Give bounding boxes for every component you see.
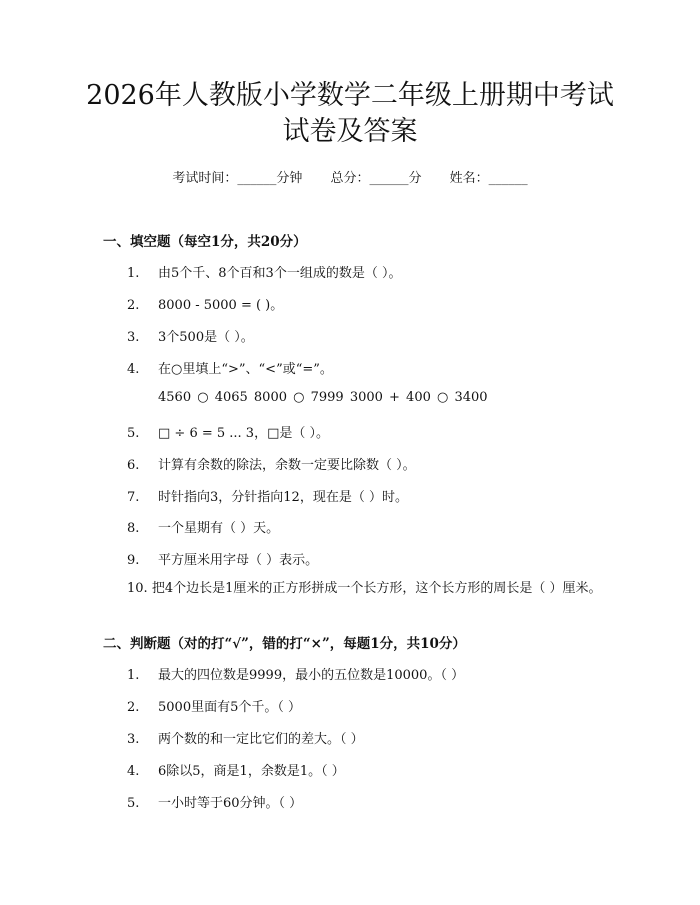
question-text: 时针指向3，分针指向12，现在是（ ）时。	[158, 490, 408, 505]
question-text: 8000 - 5000 = ( )。	[158, 298, 284, 313]
total-score-field: 总分：______分	[330, 171, 422, 186]
question-item	[127, 549, 318, 568]
exam-info	[0, 167, 700, 186]
question-text: 5000里面有5个千。（ ）	[158, 700, 301, 715]
question-number: 5.	[127, 796, 140, 811]
question-number: 10.	[127, 581, 148, 596]
question-item	[127, 486, 408, 505]
question-item	[127, 792, 302, 811]
question-item	[103, 578, 608, 600]
exam-time-field: 考试时间：______分钟	[172, 171, 303, 186]
question-item	[127, 358, 333, 377]
question-number: 3.	[127, 732, 140, 747]
question-item	[127, 517, 279, 536]
question-text: 计算有余数的除法，余数一定要比除数（ ）。	[158, 458, 416, 473]
question-text: 平方厘米用字母（ ）表示。	[158, 553, 319, 568]
question-item	[127, 326, 254, 345]
question-text: 两个数的和一定比它们的差大。（ ）	[158, 732, 364, 747]
question-number: 7.	[127, 490, 140, 505]
question-number: 1.	[127, 266, 140, 281]
section-heading-true-false: 二、判断题（对的打“√”，错的打“×”，每题1分，共10分）	[103, 636, 466, 652]
question-text: 由5个千、8个百和3个一组成的数是（ ）。	[158, 266, 402, 281]
question-number: 6.	[127, 458, 140, 473]
question-number: 2.	[127, 298, 140, 313]
question-item	[127, 760, 345, 779]
section-heading-fill-blank: 一、填空题（每空1分，共20分）	[103, 234, 307, 250]
question-item	[127, 696, 301, 715]
title-line-2: 试卷及答案	[282, 116, 418, 147]
question-text: 一个星期有（ ）天。	[158, 521, 280, 536]
question-text: 3个500是（ ）。	[158, 330, 254, 345]
question-item	[127, 454, 416, 473]
question-item	[127, 262, 401, 281]
question-item	[127, 728, 364, 747]
question-number: 1.	[127, 668, 140, 683]
question-number: 3.	[127, 330, 140, 345]
title-line-1: 2026年人教版小学数学二年级上册期中考试	[86, 80, 614, 111]
question-text: □ ÷ 6 = 5 ... 3，□是（ ）。	[158, 426, 329, 441]
question-text: 6除以5，商是1，余数是1。（ ）	[158, 764, 345, 779]
question-number: 9.	[127, 553, 140, 568]
question-text: 最大的四位数是9999，最小的五位数是10000。（ ）	[158, 668, 465, 683]
question-number: 4.	[127, 764, 140, 779]
question-item	[127, 294, 283, 313]
question-item	[127, 664, 464, 683]
question-text: 把4个边长是1厘米的正方形拼成一个长方形，这个长方形的周长是（ ）厘米。	[151, 581, 602, 596]
question-item	[127, 422, 329, 441]
question-text: 一小时等于60分钟。（ ）	[158, 796, 303, 811]
question-number: 5.	[127, 426, 140, 441]
comparison-line: 4560 ○ 4065 8000 ○ 7999 3000 + 400 ○ 3400	[158, 390, 488, 405]
question-number: 2.	[127, 700, 140, 715]
question-text: 在○里填上“>”、“<”或“=”。	[158, 362, 333, 377]
question-number: 4.	[127, 362, 140, 377]
page-title	[60, 78, 640, 150]
student-name-field: 姓名：______	[449, 171, 528, 186]
question-number: 8.	[127, 521, 140, 536]
